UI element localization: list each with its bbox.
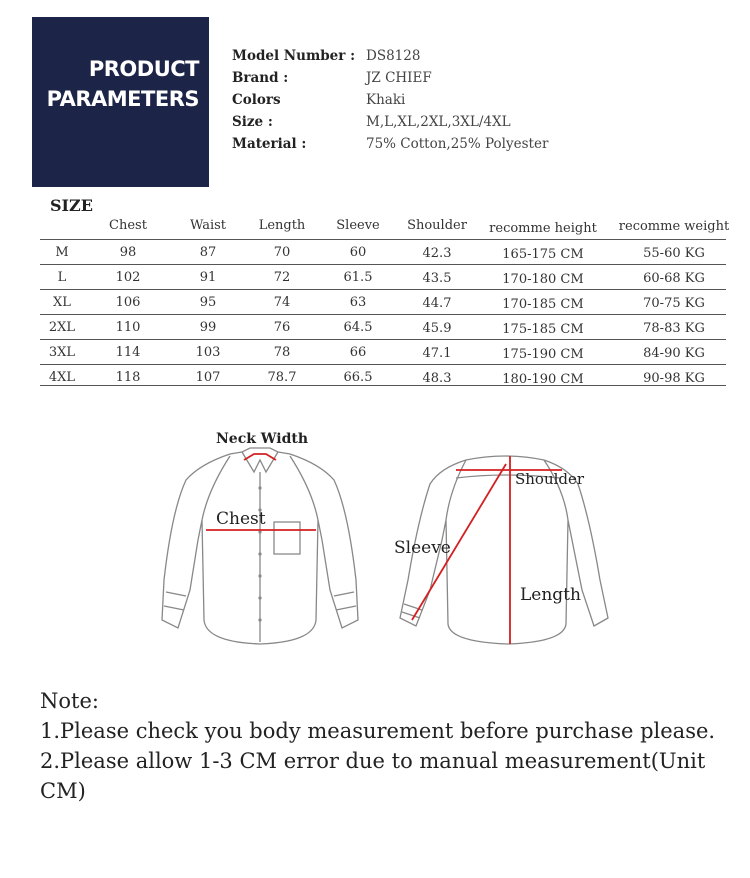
cell-recomme-weight: 78-83 KG (643, 321, 705, 336)
cell-size: XL (53, 295, 71, 310)
cell-length: 70 (273, 245, 291, 260)
param-value: Khaki (366, 92, 406, 108)
note-line-1: 1.Please check you body measurement before purchase please. (40, 719, 716, 743)
header-waist: Waist (189, 218, 227, 233)
param-label: Model Number : (232, 48, 356, 64)
cell-length: 78 (273, 345, 291, 360)
front-shirt-icon (162, 448, 358, 644)
cell-shoulder: 42.3 (422, 246, 452, 261)
note-section (40, 686, 740, 806)
cell-recomme-weight: 90-98 KG (643, 371, 705, 386)
param-label: Colors (232, 92, 281, 108)
cell-recomme-weight: 60-68 KG (643, 271, 705, 286)
sleeve-label: Sleeve (394, 538, 451, 558)
cell-sleeve: 61.5 (343, 270, 373, 285)
product-parameters-banner (32, 17, 209, 187)
header-shoulder: Shoulder (407, 218, 467, 233)
cell-waist: 95 (199, 295, 217, 310)
cell-shoulder: 44.7 (422, 296, 452, 311)
cell-recomme-height: 175-190 CM (502, 347, 584, 362)
param-value: 75% Cotton,25% Polyester (366, 136, 549, 152)
cell-recomme-height: 180-190 CM (502, 372, 584, 387)
param-value: DS8128 (366, 48, 421, 64)
neck-width-label: Neck Width (216, 431, 309, 447)
cell-length: 76 (273, 320, 291, 335)
cell-length: 78.7 (267, 370, 297, 385)
cell-sleeve: 64.5 (343, 320, 373, 335)
param-value: M,L,XL,2XL,3XL/4XL (366, 114, 511, 130)
header-recomme-height: recomme height (489, 221, 597, 236)
cell-shoulder: 45.9 (422, 321, 452, 336)
table-row (40, 264, 726, 290)
cell-chest: 106 (115, 295, 141, 310)
cell-waist: 87 (199, 245, 217, 260)
header-sleeve: Sleeve (336, 218, 380, 233)
header-recomme-weight: recomme weight (618, 219, 730, 234)
banner-line-1: PRODUCT (88, 57, 199, 81)
param-label: Size : (232, 114, 273, 130)
cell-sleeve: 66.5 (343, 370, 373, 385)
cell-size: 4XL (48, 370, 76, 385)
cell-recomme-height: 165-175 CM (502, 247, 584, 262)
table-row (40, 289, 726, 315)
cell-length: 72 (273, 270, 291, 285)
cell-waist: 107 (195, 370, 221, 385)
cell-shoulder: 43.5 (422, 271, 452, 286)
cell-waist: 91 (199, 270, 217, 285)
banner-line-2: PARAMETERS (46, 87, 199, 111)
cell-recomme-weight: 55-60 KG (643, 246, 705, 261)
note-title: Note: (40, 689, 99, 713)
table-row (40, 339, 726, 365)
cell-size: 3XL (48, 345, 76, 360)
chest-label: Chest (216, 509, 266, 529)
length-label: Length (520, 585, 581, 605)
measurement-diagram (150, 420, 610, 680)
param-label: Material : (232, 136, 307, 152)
cell-waist: 99 (199, 320, 217, 335)
cell-chest: 114 (115, 345, 141, 360)
cell-recomme-weight: 70-75 KG (643, 296, 705, 311)
cell-sleeve: 66 (349, 345, 367, 360)
size-table-title: SIZE (50, 196, 93, 215)
cell-sleeve: 63 (349, 295, 367, 310)
cell-recomme-weight: 84-90 KG (643, 346, 705, 361)
cell-chest: 118 (115, 370, 141, 385)
shirt-illustrations (150, 420, 610, 680)
cell-size: M (55, 245, 69, 260)
cell-sleeve: 60 (349, 245, 367, 260)
cell-chest: 110 (115, 320, 141, 335)
size-table-header (40, 213, 730, 239)
cell-recomme-height: 175-185 CM (502, 322, 584, 337)
cell-chest: 98 (119, 245, 137, 260)
param-value: JZ CHIEF (366, 70, 432, 86)
cell-shoulder: 47.1 (422, 346, 452, 361)
param-label: Brand : (232, 70, 289, 86)
cell-length: 74 (273, 295, 291, 310)
header-length: Length (258, 218, 306, 233)
header-chest: Chest (109, 218, 147, 233)
cell-recomme-height: 170-185 CM (502, 297, 584, 312)
table-row (40, 239, 726, 265)
table-row (40, 314, 726, 340)
cell-size: 2XL (48, 320, 76, 335)
shoulder-label: Shoulder (515, 470, 585, 488)
cell-shoulder: 48.3 (422, 371, 452, 386)
cell-recomme-height: 170-180 CM (502, 272, 584, 287)
cell-waist: 103 (195, 345, 221, 360)
cell-chest: 102 (115, 270, 141, 285)
note-line-2: 2.Please allow 1-3 CM error due to manual measurement(Unit CM) (40, 749, 706, 803)
table-bottom-border (40, 385, 726, 386)
cell-size: L (57, 270, 67, 285)
table-row (40, 364, 726, 390)
